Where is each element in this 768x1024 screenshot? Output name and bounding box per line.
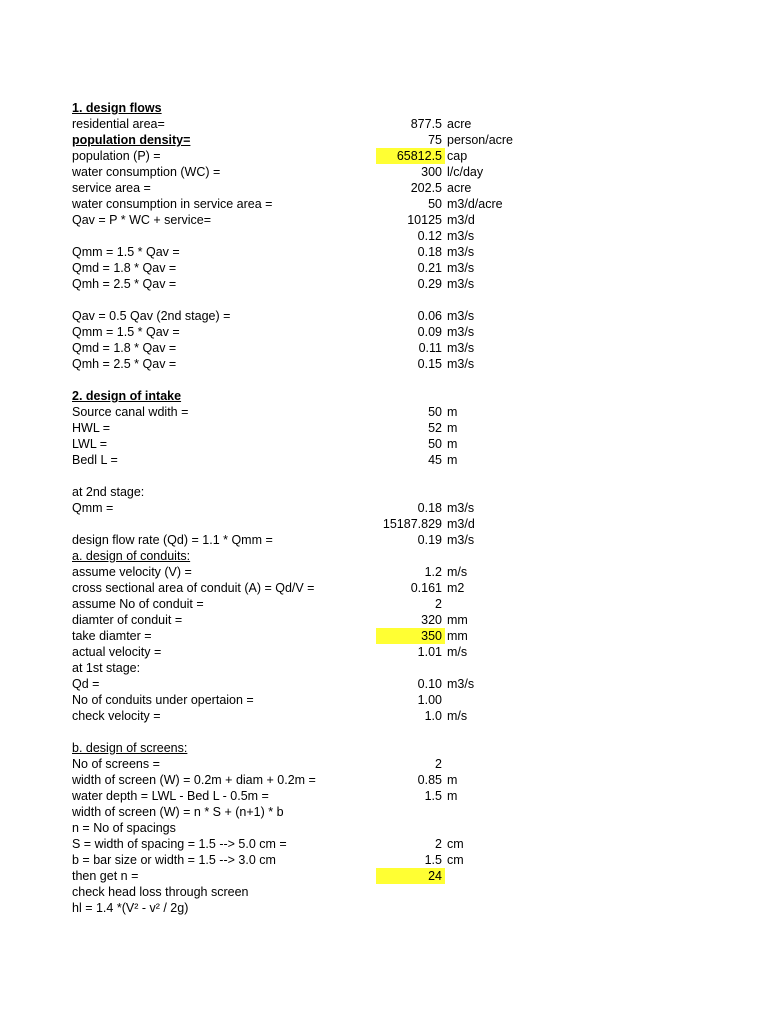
row-label[interactable]: then get n = xyxy=(72,869,139,883)
row-value[interactable]: 65812.5 xyxy=(396,149,442,163)
sheet-row xyxy=(0,356,768,372)
row-label[interactable]: cross sectional area of conduit (A) = Qd/V = xyxy=(72,581,315,595)
sheet-row xyxy=(0,532,768,548)
row-unit[interactable]: m xyxy=(447,421,458,435)
row-unit[interactable]: cm xyxy=(447,853,464,867)
sheet-row xyxy=(0,836,768,852)
row-value[interactable]: 0.29 xyxy=(417,277,442,291)
row-unit[interactable]: m2 xyxy=(447,581,465,595)
sheet-row xyxy=(0,484,768,500)
row-label[interactable]: width of screen (W) = n * S + (n+1) * b xyxy=(72,805,284,819)
row-unit[interactable]: m3/d xyxy=(447,213,475,227)
sheet-row xyxy=(0,660,768,676)
row-value[interactable]: 300 xyxy=(421,165,442,179)
row-unit[interactable]: m/s xyxy=(447,565,468,579)
row-label[interactable]: assume No of conduit = xyxy=(72,597,204,611)
row-label[interactable]: at 2nd stage: xyxy=(72,485,145,499)
row-label[interactable]: Qmh = 2.5 * Qav = xyxy=(72,277,177,291)
sheet-row xyxy=(0,740,768,756)
row-value[interactable]: 15187.829 xyxy=(382,517,442,531)
sheet-row xyxy=(0,516,768,532)
row-value[interactable]: 202.5 xyxy=(410,181,442,195)
row-value[interactable]: 0.19 xyxy=(417,533,442,547)
row-value[interactable]: 50 xyxy=(428,437,442,451)
sheet-row xyxy=(0,404,768,420)
row-label[interactable]: Source canal wdith = xyxy=(72,405,189,419)
sheet-row xyxy=(0,548,768,564)
row-label[interactable]: Qmm = 1.5 * Qav = xyxy=(72,245,180,259)
row-value[interactable]: 1.5 xyxy=(424,789,442,803)
row-unit[interactable]: m3/s xyxy=(447,245,475,259)
row-value[interactable]: 1.00 xyxy=(417,693,442,707)
sheet-row xyxy=(0,196,768,212)
row-label[interactable]: Qmm = 1.5 * Qav = xyxy=(72,325,180,339)
row-value[interactable]: 0.15 xyxy=(417,357,442,371)
row-label[interactable]: Qav = P * WC + service= xyxy=(72,213,212,227)
sheet-row xyxy=(0,116,768,132)
row-label[interactable]: No of conduits under opertaion = xyxy=(72,693,254,707)
sheet-row xyxy=(0,724,768,740)
row-label[interactable]: Qmm = xyxy=(72,501,114,515)
sheet-row xyxy=(0,644,768,660)
row-unit[interactable]: m3/d xyxy=(447,517,475,531)
row-label[interactable]: HWL = xyxy=(72,421,111,435)
row-value[interactable]: 2 xyxy=(435,597,442,611)
sheet-row xyxy=(0,436,768,452)
row-label[interactable]: service area = xyxy=(72,181,151,195)
row-value[interactable]: 45 xyxy=(428,453,442,467)
row-value[interactable]: 50 xyxy=(428,405,442,419)
sheet-row xyxy=(0,420,768,436)
sheet-row xyxy=(0,676,768,692)
row-label[interactable]: n = No of spacings xyxy=(72,821,176,835)
row-label[interactable]: LWL = xyxy=(72,437,108,451)
row-unit[interactable]: m xyxy=(447,405,458,419)
sheet-row xyxy=(0,292,768,308)
row-unit[interactable]: m3/s xyxy=(447,677,475,691)
row-label[interactable]: actual velocity = xyxy=(72,645,162,659)
sheet-row xyxy=(0,772,768,788)
row-value[interactable]: 0.09 xyxy=(417,325,442,339)
row-unit[interactable]: m3/s xyxy=(447,277,475,291)
sheet-row xyxy=(0,852,768,868)
section-heading[interactable]: 2. design of intake xyxy=(72,389,182,403)
row-label[interactable]: Qmh = 2.5 * Qav = xyxy=(72,357,177,371)
row-unit[interactable]: m/s xyxy=(447,709,468,723)
subsection-heading[interactable]: b. design of screens: xyxy=(72,741,188,755)
row-label[interactable]: at 1st stage: xyxy=(72,661,141,675)
row-label[interactable]: population (P) = xyxy=(72,149,161,163)
row-value[interactable]: 1.0 xyxy=(424,709,442,723)
row-unit[interactable]: m3/s xyxy=(447,325,475,339)
row-value[interactable]: 52 xyxy=(428,421,442,435)
row-label[interactable]: Bedl L = xyxy=(72,453,118,467)
row-value[interactable]: 1.01 xyxy=(417,645,442,659)
row-unit[interactable]: l/c/day xyxy=(447,165,484,179)
sheet-row xyxy=(0,788,768,804)
sheet-row xyxy=(0,804,768,820)
sheet-row xyxy=(0,228,768,244)
sheet-row xyxy=(0,628,768,644)
row-label[interactable]: check velocity = xyxy=(72,709,161,723)
row-unit[interactable]: m3/s xyxy=(447,533,475,547)
sheet-row xyxy=(0,468,768,484)
row-label[interactable]: Qd = xyxy=(72,677,100,691)
spreadsheet-sheet xyxy=(0,100,768,916)
row-value[interactable]: 0.12 xyxy=(417,229,442,243)
row-unit[interactable]: m xyxy=(447,453,458,467)
row-value[interactable]: 877.5 xyxy=(410,117,442,131)
row-unit[interactable]: m3/s xyxy=(447,229,475,243)
row-value[interactable]: 75 xyxy=(428,133,442,147)
row-label[interactable]: residential area= xyxy=(72,117,165,131)
row-unit[interactable]: person/acre xyxy=(447,133,514,147)
row-label[interactable]: diamter of conduit = xyxy=(72,613,183,627)
row-label[interactable]: No of screens = xyxy=(72,757,160,771)
row-value[interactable]: 50 xyxy=(428,197,442,211)
sheet-row xyxy=(0,164,768,180)
row-unit[interactable]: cap xyxy=(447,149,468,163)
row-label[interactable]: Qmd = 1.8 * Qav = xyxy=(72,341,177,355)
sheet-row xyxy=(0,564,768,580)
row-unit[interactable]: mm xyxy=(447,629,468,643)
sheet-row xyxy=(0,260,768,276)
row-value[interactable]: 0.21 xyxy=(417,261,442,275)
sheet-row xyxy=(0,372,768,388)
row-value[interactable]: 1.5 xyxy=(424,853,442,867)
row-value[interactable]: 2 xyxy=(435,837,442,851)
sheet-row xyxy=(0,324,768,340)
row-unit[interactable]: m xyxy=(447,437,458,451)
row-value[interactable]: 10125 xyxy=(407,213,442,227)
row-unit[interactable]: m3/s xyxy=(447,501,475,515)
row-label[interactable]: water consumption (WC) = xyxy=(72,165,221,179)
row-value[interactable]: 0.06 xyxy=(417,309,442,323)
row-value[interactable]: 0.11 xyxy=(418,341,442,355)
row-label[interactable]: b = bar size or width = 1.5 --> 3.0 cm xyxy=(72,853,276,867)
row-label[interactable]: design flow rate (Qd) = 1.1 * Qmm = xyxy=(72,533,273,547)
row-unit[interactable]: m xyxy=(447,773,458,787)
row-label[interactable]: water depth = LWL - Bed L - 0.5m = xyxy=(72,789,269,803)
sheet-row xyxy=(0,340,768,356)
row-unit[interactable]: m xyxy=(447,789,458,803)
row-value[interactable]: 0.161 xyxy=(410,581,442,595)
row-unit[interactable]: m3/s xyxy=(447,309,475,323)
row-value[interactable]: 320 xyxy=(421,613,442,627)
sheet-row xyxy=(0,212,768,228)
sheet-row xyxy=(0,868,768,884)
sheet-row xyxy=(0,244,768,260)
sheet-row xyxy=(0,100,768,116)
row-unit[interactable]: cm xyxy=(447,837,464,851)
section-heading[interactable]: population density= xyxy=(72,133,191,147)
row-label[interactable]: check head loss through screen xyxy=(72,885,249,899)
sheet-row xyxy=(0,612,768,628)
row-label[interactable]: Qav = 0.5 Qav (2nd stage) = xyxy=(72,309,231,323)
sheet-row xyxy=(0,708,768,724)
sheet-row xyxy=(0,580,768,596)
row-unit[interactable]: m3/s xyxy=(447,261,475,275)
sheet-row xyxy=(0,900,768,916)
sheet-row xyxy=(0,132,768,148)
row-label[interactable]: take diamter = xyxy=(72,629,152,643)
sheet-row xyxy=(0,596,768,612)
row-unit[interactable]: acre xyxy=(447,117,472,131)
sheet-row xyxy=(0,388,768,404)
sheet-row xyxy=(0,692,768,708)
row-label[interactable]: assume velocity (V) = xyxy=(72,565,192,579)
row-label[interactable]: water consumption in service area = xyxy=(72,197,273,211)
row-value[interactable]: 0.18 xyxy=(417,501,442,515)
sheet-row xyxy=(0,756,768,772)
row-label[interactable]: hl = 1.4 *(V² - v² / 2g) xyxy=(72,901,189,915)
sheet-row xyxy=(0,820,768,836)
section-heading[interactable]: 1. design flows xyxy=(72,101,162,115)
row-value[interactable]: 1.2 xyxy=(424,565,442,579)
row-unit[interactable]: m3/d/acre xyxy=(447,197,503,211)
sheet-row xyxy=(0,276,768,292)
sheet-row xyxy=(0,308,768,324)
row-value[interactable]: 0.85 xyxy=(417,773,442,787)
row-label[interactable]: S = width of spacing = 1.5 --> 5.0 cm = xyxy=(72,837,287,851)
row-unit[interactable]: m/s xyxy=(447,645,468,659)
row-value[interactable]: 24 xyxy=(428,869,442,883)
row-unit[interactable]: acre xyxy=(447,181,472,195)
row-value[interactable]: 0.18 xyxy=(417,245,442,259)
row-unit[interactable]: mm xyxy=(447,613,468,627)
row-unit[interactable]: m3/s xyxy=(447,357,475,371)
row-value[interactable]: 0.10 xyxy=(417,677,442,691)
sheet-row xyxy=(0,180,768,196)
row-label[interactable]: width of screen (W) = 0.2m + diam + 0.2m = xyxy=(72,773,316,787)
subsection-heading[interactable]: a. design of conduits: xyxy=(72,549,191,563)
sheet-row xyxy=(0,148,768,164)
sheet-row xyxy=(0,452,768,468)
row-value[interactable]: 350 xyxy=(421,629,442,643)
sheet-row xyxy=(0,884,768,900)
row-unit[interactable]: m3/s xyxy=(447,341,475,355)
row-label[interactable]: Qmd = 1.8 * Qav = xyxy=(72,261,177,275)
sheet-row xyxy=(0,500,768,516)
row-value[interactable]: 2 xyxy=(435,757,442,771)
